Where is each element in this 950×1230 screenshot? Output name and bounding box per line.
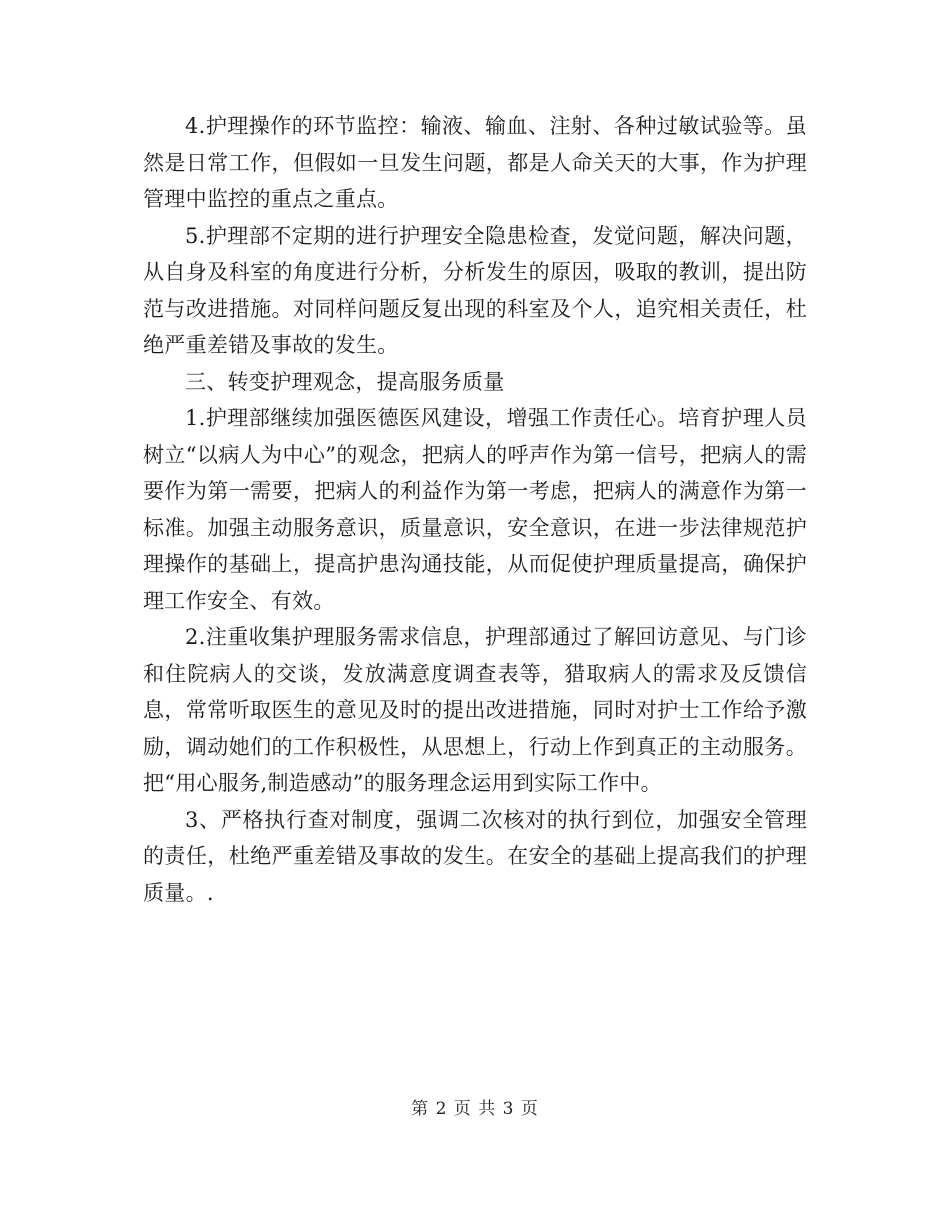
paragraph-ethics: 1.护理部继续加强医德医风建设，增强工作责任心。培育护理人员树立“以病人为中心”的观念，把病人的呼声作为第一信号，把病人的需要作为第一需要，把病人的利益作为第一考虑，把病人的满意作为第一标准。加强主动服务意识，质量意识，安全意识，在进一步法律规范护理操作的基础上，提高护患沟通技能，从而促使护理质量提高，确保护理工作安全、有效。 [143, 406, 807, 613]
paragraph-monitoring: 4.护理操作的环节监控：输液、输血、注射、各种过敏试验等。虽然是日常工作，但假如一旦发生问题，都是人命关天的大事，作为护理管理中监控的重点之重点。 [143, 114, 807, 211]
document-body [143, 108, 807, 911]
paragraph-verification: 3、严格执行查对制度，强调二次核对的执行到位，加强安全管理的责任，杜绝严重差错及事故的发生。在安全的基础上提高我们的护理质量。. [143, 807, 807, 905]
section-heading: 三、转变护理观念，提高服务质量 [185, 369, 505, 394]
paragraph-feedback: 2.注重收集护理服务需求信息，护理部通过了解回访意见、与门诊和住院病人的交谈，发放满意度调查表等，猎取病人的需求及反馈信息，常常听取医生的意见及时的提出改进措施，同时对护士工作给予激励，调动她们的工作积极性，从思想上，行动上作到真正的主动服务。把“用心服务,制造感动”的服务理念运用到实际工作中。 [143, 625, 807, 795]
page-number-footer: 第 2 页 共 3 页 [411, 1099, 539, 1119]
paragraph-safety-inspection: 5.护理部不定期的进行护理安全隐患检查，发觉问题，解决问题，从自身及科室的角度进行分析，分析发生的原因，吸取的教训，提出防范与改进措施。对同样问题反复出现的科室及个人，追究相关责任，杜绝严重差错及事故的发生。 [143, 223, 807, 357]
